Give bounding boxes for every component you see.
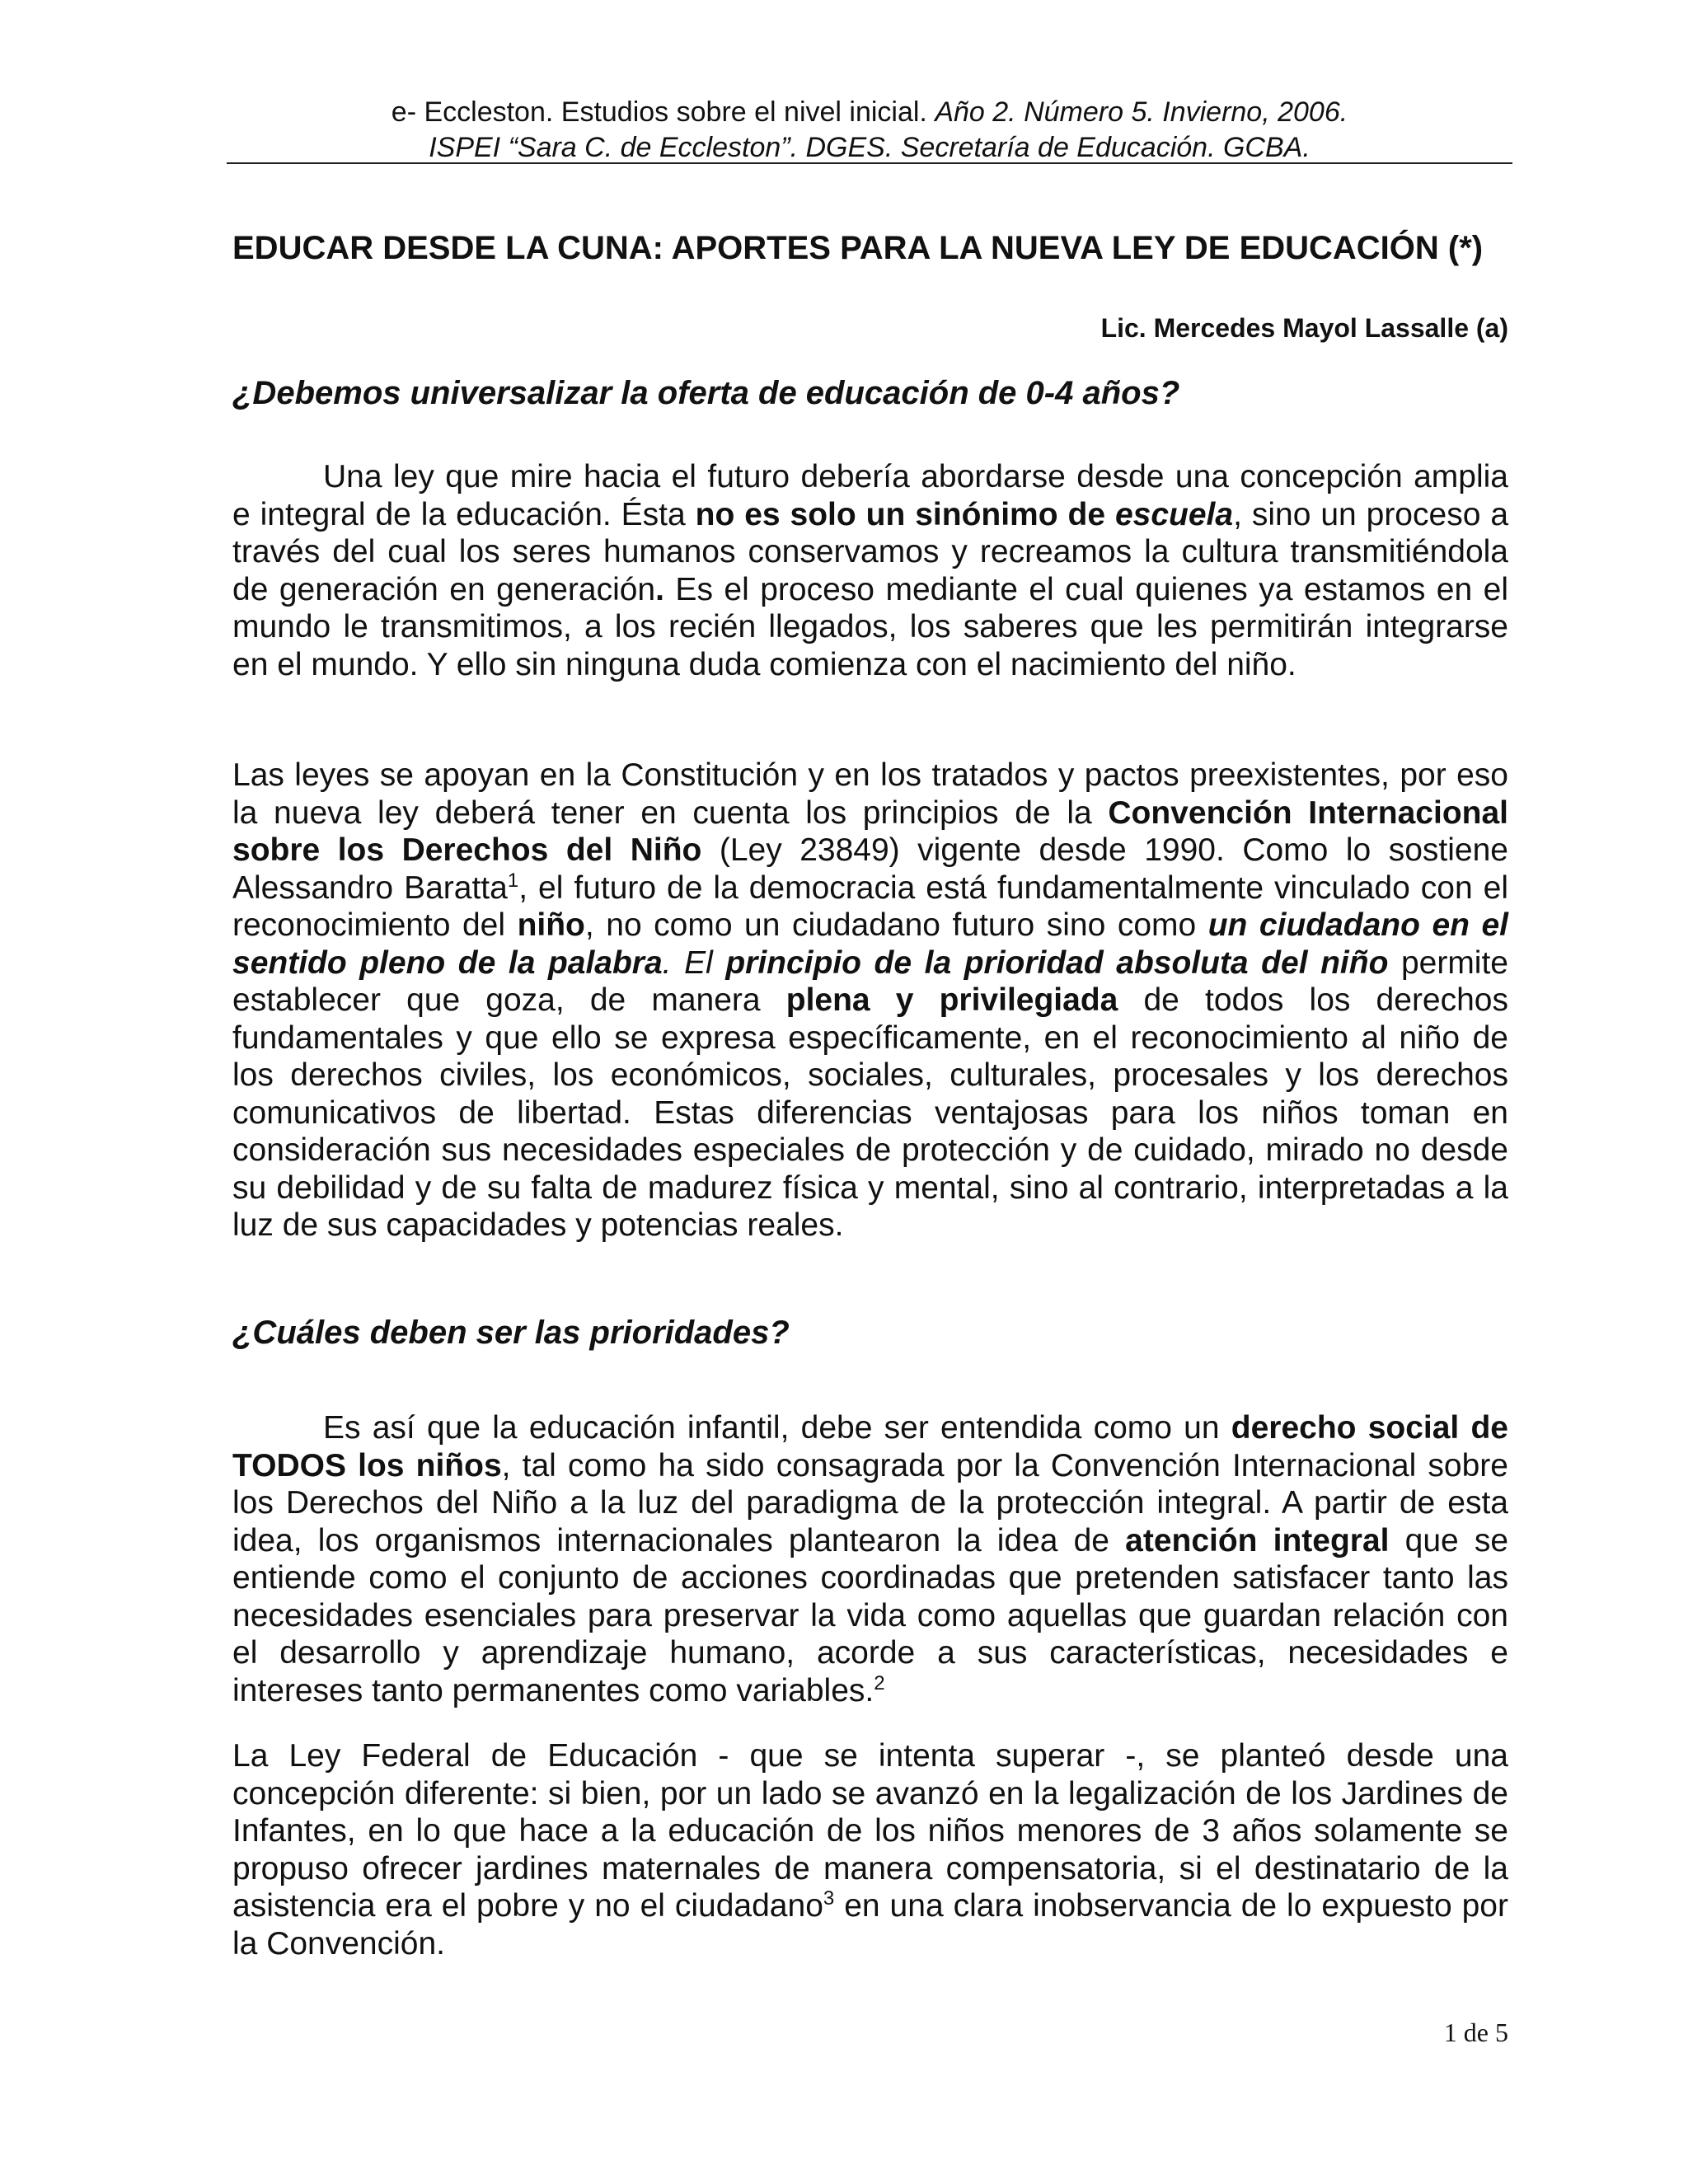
header-line-2: ISPEI “Sara C. de Eccleston”. DGES. Secretaría de Educación. GCBA. <box>429 132 1311 163</box>
footnote-ref-1: 1 <box>507 869 519 892</box>
paragraph-3: Es así que la educación infantil, debe ser entendida como un derecho social de TODOS los niños, tal como ha sido consagrada por la Convención Internacional sobre los Derechos del Niño a la luz del paradigma de la protección integral. A partir de esta idea, los organismos internacionales plantearon la idea de atención integral que se entiende como el conjunto de acciones coordinadas que pretenden satisfacer tanto las necesidades esenciales para preservar la vida como aquellas que guardan relación con el desarrollo y aprendizaje humano, acorde a sus características, necesidades e intereses tanto permanentes como variables.$^2$ <box>232 1410 1509 1708</box>
page-number: 1 de 5 <box>1443 2018 1508 2047</box>
paragraph-1: Una ley que mire hacia el futuro debería abordarse desde una concepción amplia e integral de la educación. Ésta no es solo un sinónimo de escuela, sino un proceso a través del cual los seres humanos conservamos y recreamos la cultura transmitiéndola de generación en generación. Es el proceso mediante el cual quienes ya estamos en el mundo le transmitimos, a los recién llegados, los saberes que les permitirán integrarse en el mundo. Y ello sin ninguna duda comienza con el nacimiento del niño. <box>232 459 1509 682</box>
header-line-1: e- Eccleston. Estudios sobre el nivel inicial. Año 2. Número 5. Invierno, 2006. <box>391 96 1348 128</box>
header-divider <box>227 162 1512 164</box>
footnote-ref-2: 2 <box>874 1671 885 1694</box>
paragraph-2: Las leyes se apoyan en la Constitución y en los tratados y pactos preexistentes, por eso la nueva ley deberá tener en cuenta los principios de la Convención Internacional sobre los Derechos del Niño (Ley 23849) vigente desde 1990. Como lo sostiene Alessandro Baratta$^1$, el futuro de la democracia está fundamentalmente vinculado con el reconocimiento del niño, no como un ciudadano futuro sino como un ciudadano en el sentido pleno de la palabra. El principio de la prioridad absoluta del niño permite establecer que goza, de manera plena y privilegiada de todos los derechos fundamentales y que ello se expresa específicamente, en el reconocimiento al niño de los derechos civiles, los económicos, sociales, culturales, procesales y los derechos comunicativos de libertad. Estas diferencias ventajosas para los niños toman en consideración sus necesidades especiales de protección y de cuidado, mirado no desde su debilidad y de su falta de madurez física y mental, sino al contrario, interpretadas a la luz de sus capacidades y potencias reales. <box>232 757 1509 1243</box>
section-heading-1: ¿Debemos universalizar la oferta de educación de 0-4 años? <box>232 375 1180 411</box>
article-title: EDUCAR DESDE LA CUNA: APORTES PARA LA NUEVA LEY DE EDUCACIÓN (*) <box>232 230 1484 266</box>
section-heading-2: ¿Cuáles deben ser las prioridades? <box>232 1315 790 1351</box>
journal-header <box>227 95 1512 166</box>
footnote-ref-3: 3 <box>823 1887 835 1910</box>
paragraph-4: La Ley Federal de Educación - que se intenta superar -, se planteó desde una concepción diferente: si bien, por un lado se avanzó en la legalización de los Jardines de Infantes, en lo que hace a la educación de los niños menores de 3 años solamente se propuso ofrecer jardines maternales de manera compensatoria, si el destinatario de la asistencia era el pobre y no el ciudadano$^3$ en una clara inobservancia de lo expuesto por la Convención. <box>232 1738 1508 1961</box>
article-author: Lic. Mercedes Mayol Lassalle (a) <box>1100 313 1508 343</box>
